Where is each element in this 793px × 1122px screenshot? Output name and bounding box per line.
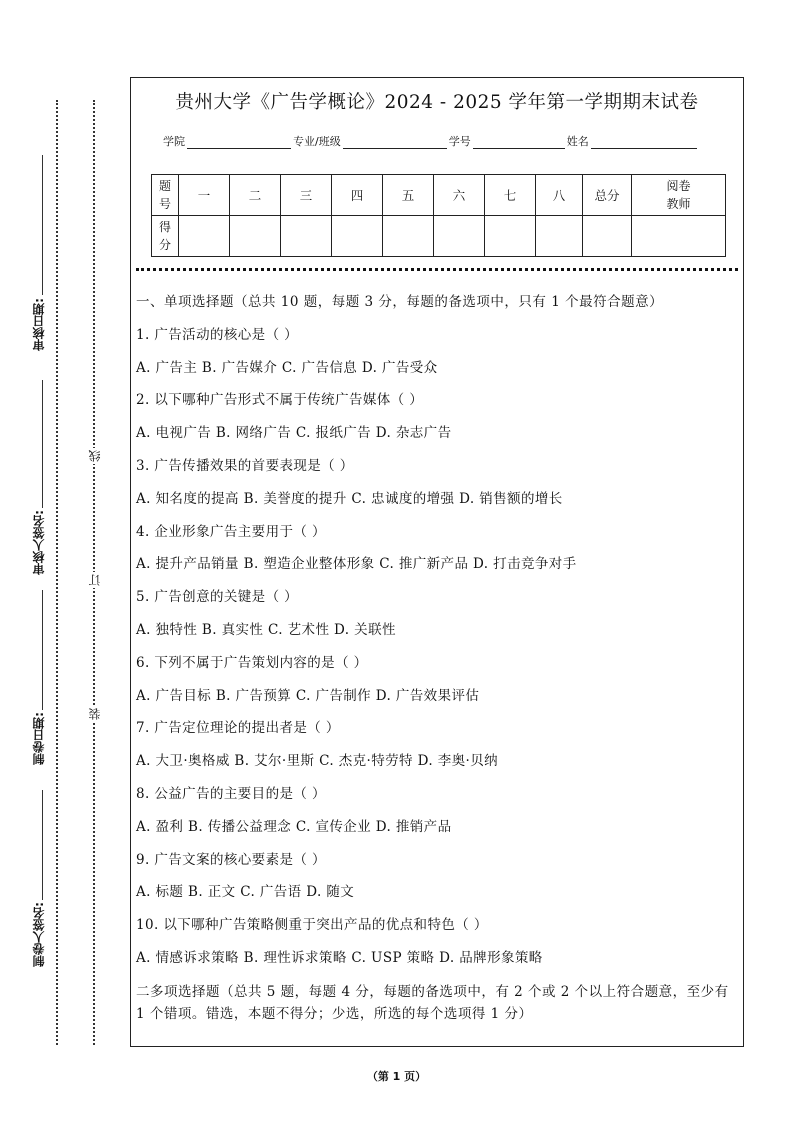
major-class-field[interactable] [343,136,447,149]
score-cell-8[interactable] [536,216,583,257]
section1-heading: 一、单项选择题（总共 10 题，每题 3 分，每题的备选项中，只有 1 个最符合题意） [136,294,664,310]
question-text: 10. 以下哪种广告策略侧重于突出产品的优点和特色（ ） [136,917,488,934]
col-5: 五 [383,175,434,216]
score-label [152,216,179,257]
label-char: 题 [158,179,171,193]
header-separator [136,268,738,271]
question-options: A. 广告目标 B. 广告预算 C. 广告制作 D. 广告效果评估 [136,687,480,704]
major-class-label: 专业/班级 [293,135,341,148]
question-number-label [152,175,179,216]
score-table-header-row [152,175,726,216]
question-options: A. 盈利 B. 传播公益理念 C. 宣传企业 D. 推销产品 [136,818,452,835]
audit-date-line [42,155,43,295]
reviewer-header [632,175,726,216]
score-cell-3[interactable] [281,216,332,257]
col-6: 六 [434,175,485,216]
binding-mark-bind: 订 [88,574,102,586]
question-text: 3. 广告传播效果的首要表现是（ ） [136,457,354,474]
auditor-sign-label: 审核人签名: [32,510,46,575]
student-id-field[interactable] [473,136,565,149]
question-options: A. 大卫·奥格威 B. 艾尔·里斯 C. 杰克·特劳特 D. 李奥·贝纳 [136,753,499,770]
question-text: 4. 企业形象广告主要用于（ ） [136,523,326,540]
score-cell-7[interactable] [485,216,536,257]
col-7: 七 [485,175,536,216]
score-table [151,174,726,257]
exam-title: 贵州大学《广告学概论》2024 - 2025 学年第一学期期末试卷 [175,92,699,113]
maker-sign-line [42,790,43,900]
label-char: 号 [158,197,171,211]
student-info-row [163,133,699,149]
col-4: 四 [332,175,383,216]
score-cell-4[interactable] [332,216,383,257]
question-text: 5. 广告创意的关键是（ ） [136,589,299,606]
score-cell-6[interactable] [434,216,485,257]
audit-date-label: 审核日期: [32,298,46,351]
make-date-label: 制卷日期: [32,712,46,765]
label-char: 分 [158,238,171,252]
question-list [136,319,742,975]
question-options: A. 知名度的提高 B. 美誉度的提升 C. 忠诚度的增强 D. 销售额的增长 [136,490,563,507]
score-cell-5[interactable] [383,216,434,257]
col-3: 三 [281,175,332,216]
question-text: 9. 广告文案的核心要素是（ ） [136,851,326,868]
question-options: A. 情感诉求策略 B. 理性诉求策略 C. USP 策略 D. 品牌形象策略 [136,949,543,966]
student-id-label: 学号 [448,135,471,148]
question-text: 6. 下列不属于广告策划内容的是（ ） [136,654,368,671]
score-cell-2[interactable] [230,216,281,257]
exam-frame [130,77,744,1047]
score-cell-1[interactable] [179,216,230,257]
score-table-score-row [152,216,726,257]
section2-heading: 二多项选择题（总共 5 题，每题 4 分，每题的备选项中，有 2 个或 2 个以上符合题意，至少有 1 个错项。错选，本题不得分；少选，所选的每个选项得 1 分） [136,983,729,1022]
question-options: A. 电视广告 B. 网络广告 C. 报纸广告 D. 杂志广告 [136,425,452,442]
reviewer-text: 教师 [666,197,691,211]
score-cell-total[interactable] [583,216,632,257]
question-options: A. 广告主 B. 广告媒介 C. 广告信息 D. 广告受众 [136,359,438,376]
maker-sign-label: 制卷人签名: [32,902,46,967]
question-text: 1. 广告活动的核心是（ ） [136,326,299,343]
question-text: 7. 广告定位理论的提出者是（ ） [136,720,340,737]
auditor-sign-line [42,380,43,508]
college-field[interactable] [187,136,291,149]
exam-content [136,286,742,1025]
col-total: 总分 [583,175,632,216]
label-char: 得 [158,220,171,234]
college-label: 学院 [163,135,185,148]
question-options: A. 提升产品销量 B. 塑造企业整体形象 C. 推广新产品 D. 打击竞争对手 [136,556,577,573]
col-2: 二 [230,175,281,216]
col-1: 一 [179,175,230,216]
question-text: 8. 公益广告的主要目的是（ ） [136,785,326,802]
question-options: A. 标题 B. 正文 C. 广告语 D. 随文 [136,884,355,901]
score-cell-reviewer[interactable] [632,216,726,257]
make-date-line [42,590,43,710]
col-8: 八 [536,175,583,216]
binding-mark-fold: 装 [88,708,102,720]
name-field[interactable] [591,136,697,149]
question-text: 2. 以下哪种广告形式不属于传统广告媒体（ ） [136,392,424,409]
name-label: 姓名 [566,135,589,148]
binding-mark-line: 线 [88,450,102,462]
question-options: A. 独特性 B. 真实性 C. 艺术性 D. 关联性 [136,621,396,638]
reviewer-text: 阅卷 [666,179,691,193]
page-number: （第 1 页） [366,1070,427,1083]
binding-dotted-line-outer [56,100,58,1045]
